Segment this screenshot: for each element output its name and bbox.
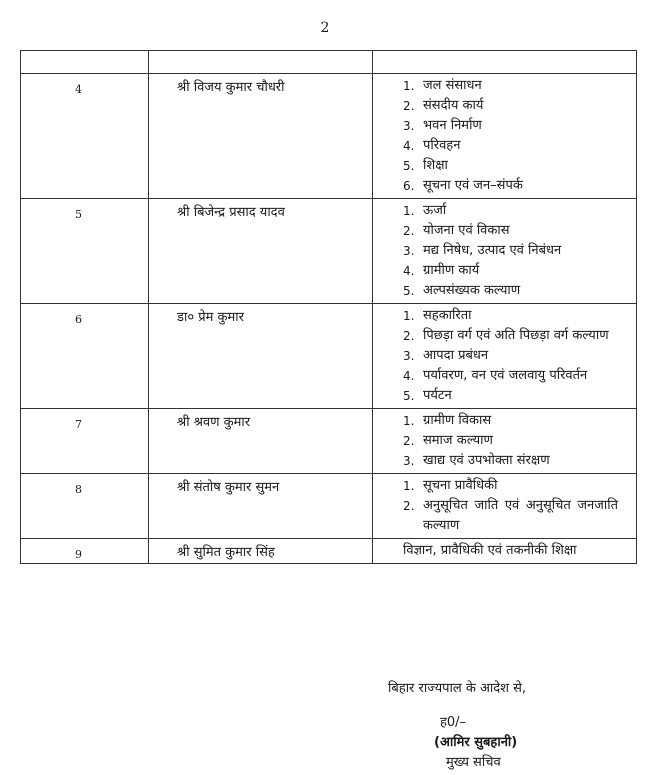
department-item: सूचना प्रावैधिकी: [423, 478, 498, 493]
table-row: [21, 474, 637, 539]
signatory-name: (आमिर सुबहानी): [434, 735, 518, 750]
department-item: पर्यटन: [423, 388, 452, 403]
header-cell-number: [21, 51, 149, 74]
department-item: भवन निर्माण: [423, 118, 482, 133]
signature-mark: ह0/–: [440, 715, 467, 730]
minister-name: श्री विजय कुमार चौधरी: [149, 74, 373, 199]
department-cell: [373, 474, 637, 539]
department-item: पिछड़ा वर्ग एवं अति पिछड़ा वर्ग कल्याण: [423, 328, 609, 343]
department-item: विज्ञान, प्रावैधिकी एवं तकनीकी शिक्षा: [403, 543, 577, 558]
header-cell-minister: [149, 51, 373, 74]
department-item: सूचना एवं जन–संपर्क: [423, 178, 523, 193]
serial-number: 7: [21, 409, 149, 474]
department-list: [403, 306, 618, 406]
serial-number: 6: [21, 304, 149, 409]
minister-name: श्री श्रवण कुमार: [149, 409, 373, 474]
department-cell: [373, 304, 637, 409]
minister-name: श्री बिजेन्द्र प्रसाद यादव: [149, 199, 373, 304]
serial-number: 9: [21, 539, 149, 564]
department-cell: [373, 199, 637, 304]
table-row: [21, 74, 637, 199]
department-list: [403, 201, 618, 301]
table-header-row: [21, 51, 637, 74]
department-item: मद्य निषेध, उत्पाद एवं निबंधन: [423, 243, 562, 258]
serial-number: 4: [21, 74, 149, 199]
governor-order-line: बिहार राज्यपाल के आदेश से,: [388, 681, 527, 696]
department-item: संसदीय कार्य: [423, 98, 484, 113]
header-cell-departments: [373, 51, 637, 74]
table-row: [21, 304, 637, 409]
page-number: 2: [320, 20, 330, 36]
department-item: परिवहन: [423, 138, 461, 153]
ministry-allocation-table: [20, 50, 637, 564]
table-row: [21, 539, 637, 564]
table-row: [21, 199, 637, 304]
department-list: [403, 76, 618, 196]
department-cell: [373, 539, 637, 564]
department-item: योजना एवं विकास: [423, 223, 510, 238]
department-item: खाद्य एवं उपभोक्ता संरक्षण: [423, 453, 550, 468]
department-item: ग्रामीण कार्य: [423, 263, 480, 278]
department-list: [403, 411, 618, 471]
department-item: सहकारिता: [423, 308, 472, 323]
department-item: जल संसाधन: [423, 78, 482, 93]
department-cell: [373, 74, 637, 199]
serial-number: 8: [21, 474, 149, 539]
department-item: अनुसूचित जाति एवं अनुसूचित जनजाति कल्याण: [423, 498, 618, 533]
department-cell: [373, 409, 637, 474]
table-row: [21, 409, 637, 474]
signatory-designation: मुख्य सचिव: [446, 755, 501, 770]
minister-name: श्री सुमित कुमार सिंह: [149, 539, 373, 564]
minister-name: डा० प्रेम कुमार: [149, 304, 373, 409]
department-item: ग्रामीण विकास: [423, 413, 492, 428]
department-item: शिक्षा: [423, 158, 448, 173]
department-item: पर्यावरण, वन एवं जलवायु परिवर्तन: [423, 368, 588, 383]
department-item: समाज कल्याण: [423, 433, 493, 448]
department-item: आपदा प्रबंधन: [423, 348, 489, 363]
minister-name: श्री संतोष कुमार सुमन: [149, 474, 373, 539]
department-item: ऊर्जा: [423, 203, 447, 218]
department-list: [403, 476, 618, 536]
serial-number: 5: [21, 199, 149, 304]
department-item: अल्पसंख्यक कल्याण: [423, 283, 521, 298]
